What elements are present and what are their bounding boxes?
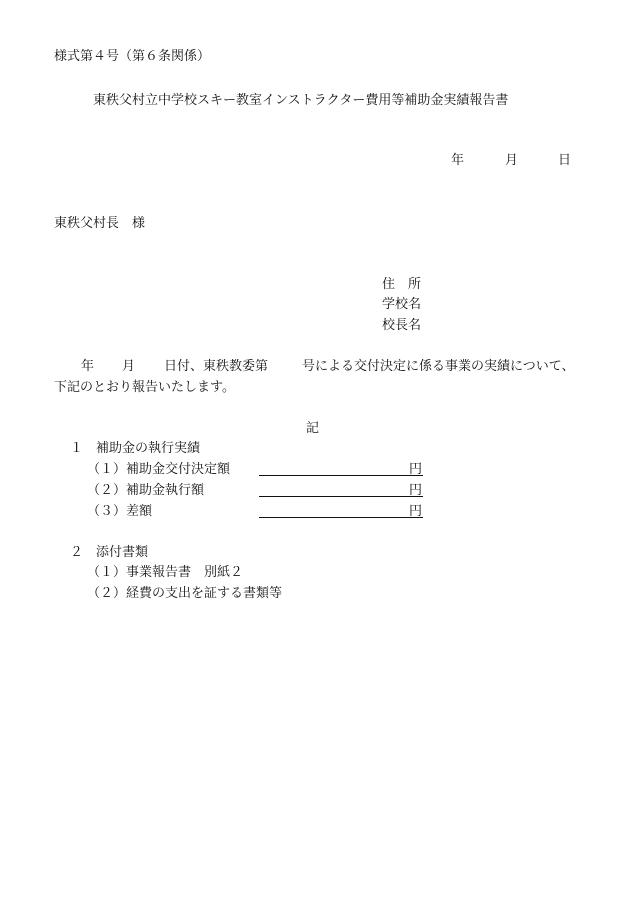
document-title: 東秩父村立中学校スキー教室インストラクター費用等補助金実績報告書: [93, 93, 509, 108]
item-difference-unit: 円: [409, 504, 423, 519]
date-year: 年: [451, 153, 465, 168]
body-month: 月: [122, 359, 136, 374]
school-name-label: 学校名: [382, 297, 422, 312]
body-rest: 号による交付決定に係る事業の実績について、: [302, 359, 575, 374]
item-grant-executed-unit: 円: [409, 483, 423, 498]
item-difference-label: （３）差額: [87, 504, 153, 519]
address-label: 住 所: [382, 277, 422, 292]
body-year: 年: [81, 359, 95, 374]
addressee: 東秩父村長 様: [54, 216, 146, 231]
item-grant-executed-underline: [259, 496, 423, 497]
form-label: 様式第４号（第６条関係）: [54, 49, 211, 64]
section2-heading: ２ 添付書類: [70, 545, 149, 560]
item-grant-executed-label: （２）補助金執行額: [87, 483, 205, 498]
attachment-item: （２）経費の支出を証する書類等: [87, 586, 283, 601]
date-day: 日: [558, 153, 572, 168]
item-grant-decided-unit: 円: [409, 462, 423, 477]
ki-heading: 記: [306, 421, 320, 436]
item-grant-decided-underline: [259, 475, 423, 476]
section1-heading: １ 補助金の執行実績: [70, 441, 201, 456]
attachment-item: （１）事業報告書 別紙２: [87, 565, 244, 580]
principal-name-label: 校長名: [382, 318, 422, 333]
date-month: 月: [505, 153, 519, 168]
body-day-text: 日付、東秩教委第: [164, 359, 269, 374]
body-line-2: 下記のとおり報告いたします。: [54, 380, 235, 395]
item-difference-underline: [259, 517, 423, 518]
item-grant-decided-label: （１）補助金交付決定額: [87, 462, 231, 477]
